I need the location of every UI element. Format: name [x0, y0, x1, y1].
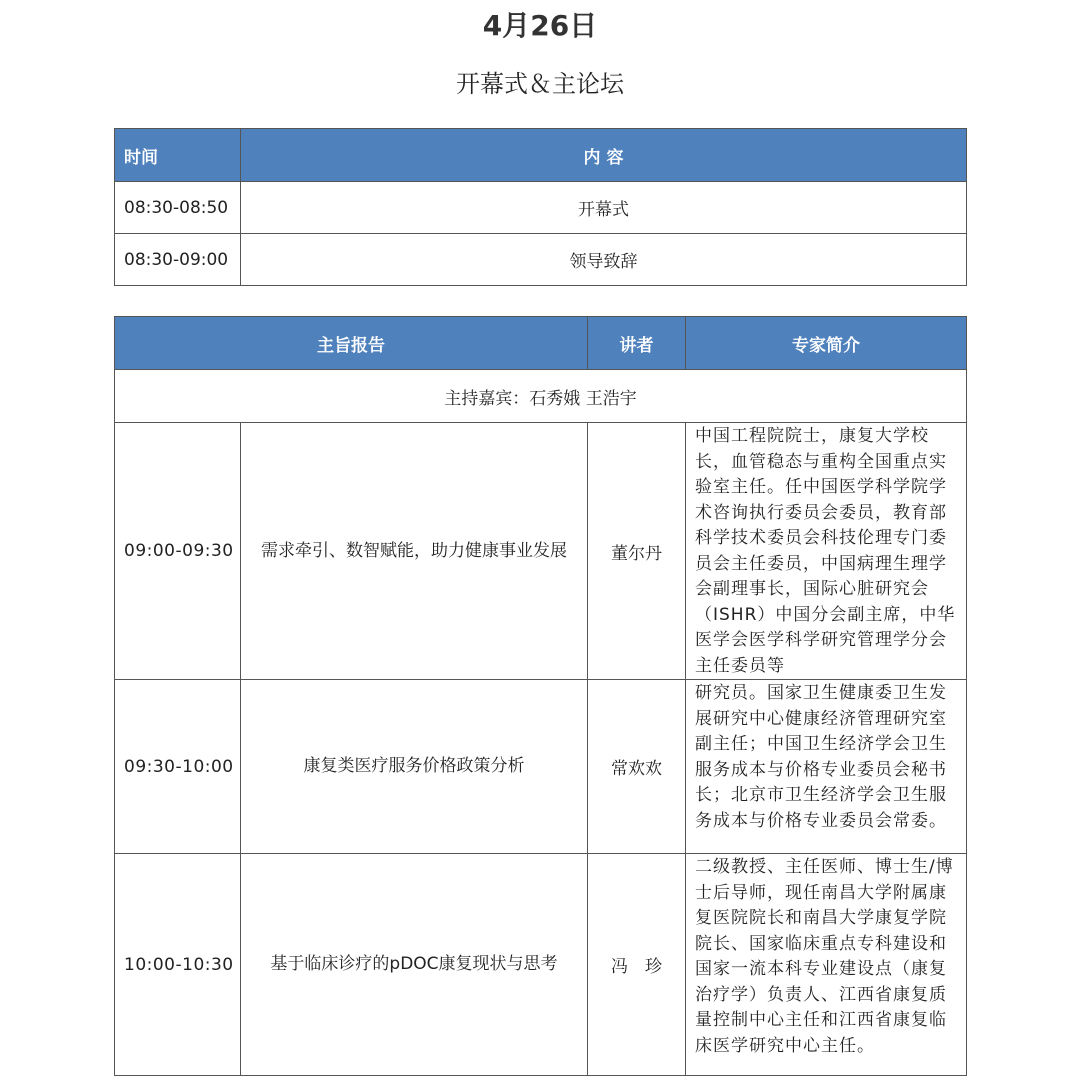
table-row — [115, 234, 967, 286]
header-bio: 专家简介 — [686, 317, 967, 370]
row-bio: 二级教授、主任医师、博士生/博士后导师，现任南昌大学附属康复医院院长和南昌大学康复学院院长、国家临床重点专科建设和国家一流本科专业建设点（康复治疗学）负责人、江西省康复质量控制中心主任和江西省康复临床医学研究中心主任。 — [686, 854, 967, 1076]
table-row — [115, 423, 967, 680]
header-time: 时间 — [115, 129, 241, 182]
header-content: 内 容 — [241, 129, 967, 182]
table-row — [115, 680, 967, 854]
row-content: 领导致辞 — [241, 234, 967, 286]
host-row — [115, 370, 967, 423]
table-row — [115, 182, 967, 234]
schedule-table — [114, 128, 967, 286]
host-label: 主持嘉宾：石秀娥 王浩宇 — [115, 370, 967, 423]
row-speaker: 常欢欢 — [588, 680, 686, 854]
row-bio: 中国工程院院士，康复大学校长，血管稳态与重构全国重点实验室主任。任中国医学科学院学术咨询执行委员会委员，教育部科学技术委员会科技伦理专门委员会主任委员，中国病理生理学会副理事长，国际心脏研究会（ISHR）中国分会副主席，中华医学会医学科学研究管理学分会主任委员等 — [686, 423, 967, 680]
row-bio: 研究员。国家卫生健康委卫生发展研究中心健康经济管理研究室副主任；中国卫生经济学会卫生服务成本与价格专业委员会秘书长；北京市卫生经济学会卫生服务成本与价格专业委员会常委。 — [686, 680, 967, 854]
row-speaker: 冯 珍 — [588, 854, 686, 1076]
table-row — [115, 854, 967, 1076]
row-topic: 康复类医疗服务价格政策分析 — [241, 680, 588, 854]
row-time: 09:00-09:30 — [115, 423, 241, 680]
row-time: 09:30-10:00 — [115, 680, 241, 854]
row-time: 10:00-10:30 — [115, 854, 241, 1076]
page-subtitle: 开幕式＆主论坛 — [456, 70, 624, 98]
keynote-header-row — [115, 317, 967, 370]
page-date-title: 4月26日 — [482, 9, 598, 42]
header-topic: 主旨报告 — [115, 317, 588, 370]
row-content: 开幕式 — [241, 182, 967, 234]
header-speaker: 讲者 — [588, 317, 686, 370]
row-time: 08:30-08:50 — [115, 182, 241, 234]
schedule-header-row — [115, 129, 967, 182]
keynote-table — [114, 316, 967, 1076]
row-speaker: 董尔丹 — [588, 423, 686, 680]
row-topic: 基于临床诊疗的pDOC康复现状与思考 — [241, 854, 588, 1076]
row-time: 08:30-09:00 — [115, 234, 241, 286]
row-topic: 需求牵引、数智赋能，助力健康事业发展 — [241, 423, 588, 680]
